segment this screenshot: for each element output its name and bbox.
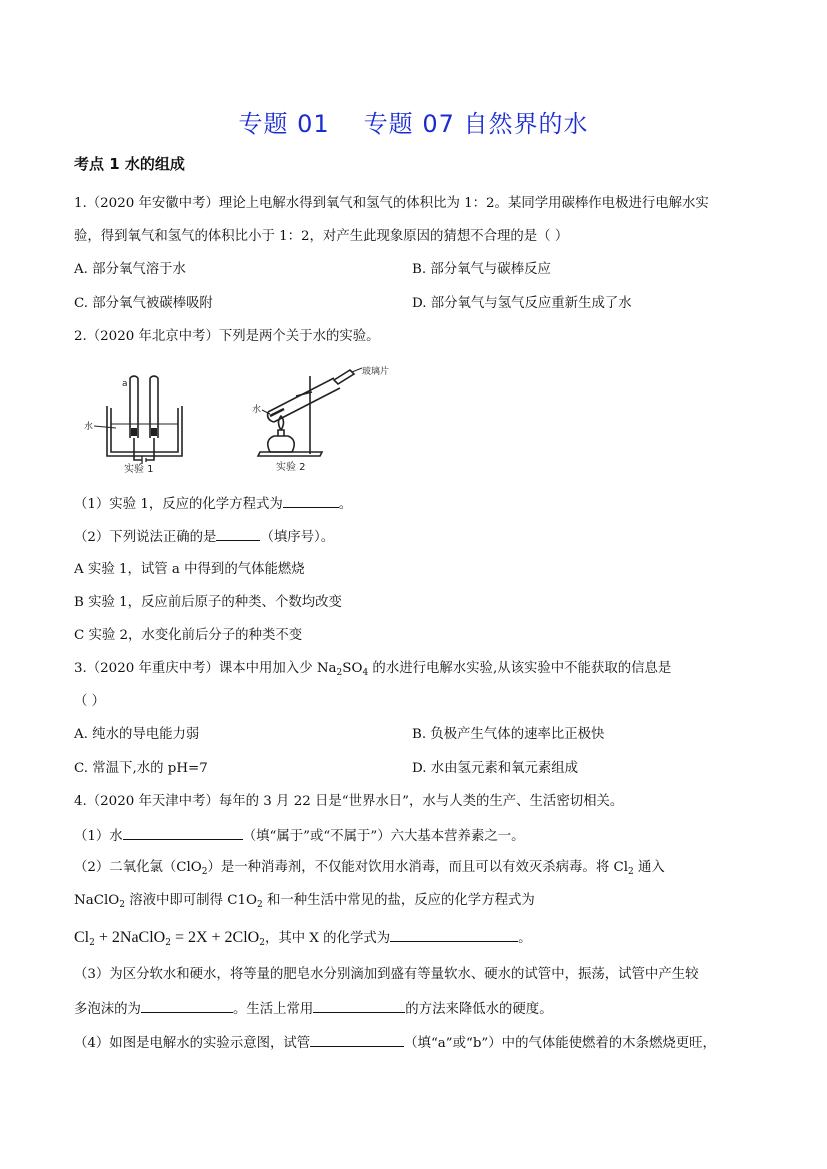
- q2-sub1: （1）实验 1，反应的化学方程式为 。: [74, 494, 352, 514]
- q2-statement-b: B 实验 1，反应前后原子的种类、个数均改变: [74, 595, 342, 610]
- q4-sub1: （1）水 （填“属于”或“不属于”）六大基本营养素之一。: [74, 826, 525, 846]
- experiment-1-label-a: a: [122, 379, 128, 389]
- experiment-2-figure: [250, 362, 400, 474]
- q4-sub3-line1: （3）为区分软水和硬水，将等量的肥皂水分别滴加到盛有等量软水、硬水的试管中，振荡，试管中产生较: [74, 967, 699, 982]
- answer-blank[interactable]: [283, 494, 339, 508]
- experiment-1-figure: [82, 372, 194, 474]
- q1-option-d: D. 部分氧气与氢气反应重新生成了水: [412, 296, 632, 311]
- answer-blank[interactable]: [313, 999, 405, 1013]
- experiment-2-label-water: 水: [252, 405, 262, 415]
- q4-sub3-line2: 多泡沫的为 。生活上常用 的方法来降低水的硬度。: [74, 999, 553, 1019]
- q2-statement-c: C 实验 2，水变化前后分子的种类不变: [74, 628, 303, 643]
- q1-stem-line2: 验，得到氧气和氢气的体积比小于 1：2，对产生此现象原因的猜想不合理的是（ ）: [74, 229, 569, 244]
- answer-blank[interactable]: [141, 999, 233, 1013]
- answer-blank[interactable]: [310, 1033, 404, 1047]
- experiment-2-caption: 实验 2: [276, 462, 306, 473]
- answer-blank[interactable]: [390, 928, 518, 942]
- q4-stem: 4.（2020 年天津中考）每年的 3 月 22 日是“世界水日”，水与人类的生产、生活密切相关。: [74, 794, 624, 809]
- answer-blank[interactable]: [123, 826, 243, 840]
- q4-sub2-line1: （2）二氧化氯（ClO$_2$）是一种消毒剂，不仅能对饮用水消毒，而且可以有效灭杀病毒。将 $Cl_2$ 通入: [74, 860, 665, 877]
- q4-sub2-line2: NaClO$_2$ 溶液中即可制得 $C1O_2$ 和一种生活中常见的盐，反应的化学方程式为: [74, 893, 535, 910]
- q1-option-c: C. 部分氧气被碳棒吸附: [74, 296, 213, 311]
- q3-option-b: B. 负极产生气体的速率比正极快: [412, 727, 605, 742]
- section-heading: 考点 1 水的组成: [74, 155, 185, 173]
- answer-blank[interactable]: [216, 527, 260, 541]
- title-part-1: 专题 01: [238, 110, 330, 138]
- q3-option-c: C. 常温下,水的 pH=7: [74, 761, 208, 776]
- q2-stem: 2.（2020 年北京中考）下列是两个关于水的实验。: [74, 329, 380, 344]
- experiment-1-label-water: 水: [84, 422, 94, 432]
- q2-sub2: （2）下列说法正确的是 （填序号）。: [74, 527, 334, 547]
- q2-statement-a: A 实验 1，试管 a 中得到的气体能燃烧: [74, 562, 305, 577]
- experiment-1-caption: 实验 1: [124, 464, 154, 474]
- q1-option-a: A. 部分氧气溶于水: [74, 262, 186, 277]
- q3-answer-paren: （ ）: [74, 694, 106, 709]
- q1-stem-line1: 1.（2020 年安徽中考）理论上电解水得到氧气和氢气的体积比为 1：2。某同学用碳棒作电极进行电解水实: [74, 196, 709, 211]
- q4-equation: $Cl_2$ + 2NaClO$_2$ = 2X + 2ClO$_2$，其中 X 的化学式为 。: [74, 929, 532, 948]
- q1-option-b: B. 部分氧气与碳棒反应: [412, 262, 551, 277]
- q3-option-d: D. 水由氢元素和氧元素组成: [412, 761, 579, 776]
- q3-stem: 3.（2020 年重庆中考）课本中用加入少 $Na_2SO_4$ 的水进行电解水实验,从该实验中不能获取的信息是: [74, 661, 672, 678]
- page-title: [0, 104, 827, 139]
- experiment-2-label-glass: 玻璃片: [362, 367, 390, 377]
- title-part-2: 专题 07 自然界的水: [363, 110, 589, 138]
- q3-option-a: A. 纯水的导电能力弱: [74, 727, 200, 742]
- q4-sub4: （4）如图是电解水的实验示意图，试管 （填“a”或“b”）中的气体能使燃着的木条燃烧更旺，: [74, 1033, 716, 1053]
